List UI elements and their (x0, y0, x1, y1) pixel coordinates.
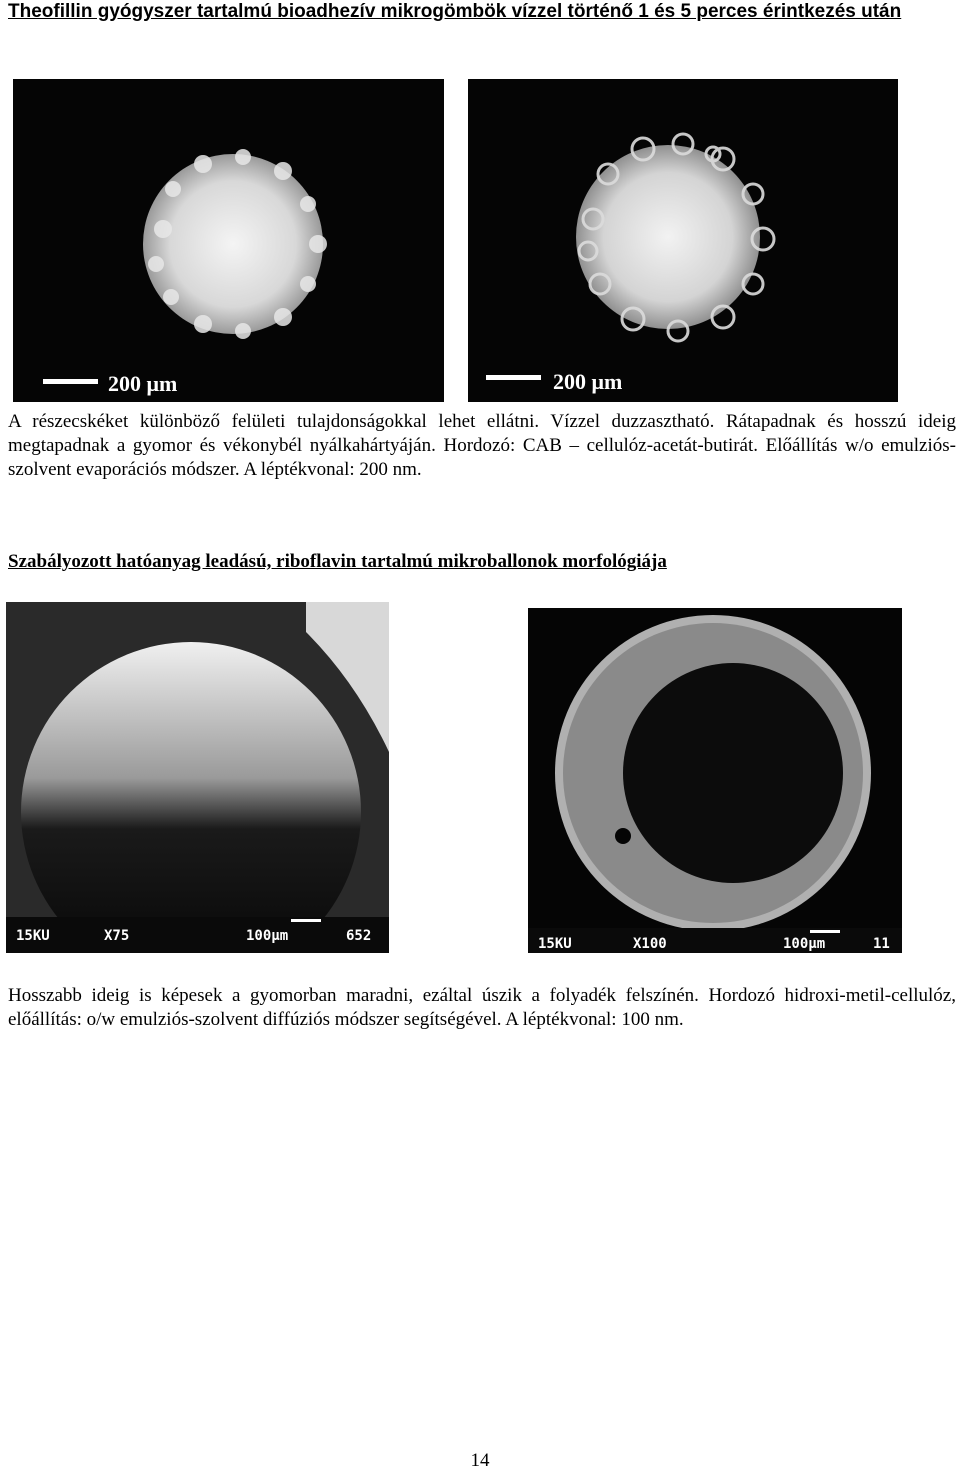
micrograph-image (528, 608, 902, 953)
sem-label-magnification: X75 (104, 928, 130, 944)
scale-bar-label: 200 μm (553, 369, 623, 394)
scale-bar (43, 379, 98, 384)
scale-bar (486, 375, 541, 380)
micrograph-microballoon-cross-section (528, 608, 902, 953)
caption-riboflavin: Hosszabb ideig is képesek a gyomorban maradni, ezáltal úszik a folyadék felszínén. Hordozó hidroxi-metil-cellulóz, előállítás: o/w emulziós-szolvent diffúziós módszer segítségével. A léptékvonal: 100 nm. (8, 985, 956, 1030)
microsphere-shape (576, 145, 760, 329)
sem-label-voltage: 15KU (16, 928, 50, 944)
sem-label-id: 11 (873, 936, 890, 952)
sem-label-scale: 100μm (783, 936, 826, 952)
scale-bar (291, 919, 321, 922)
micrograph-microsphere-1min (13, 79, 444, 402)
scale-bar (810, 930, 840, 933)
section-title-riboflavin: Szabályozott hatóanyag leadású, riboflavin tartalmú mikroballonok morfológiája (8, 551, 667, 572)
caption-theophylline: A részecskéket különböző felületi tulajdonságokkal lehet ellátni. Vízzel duzzasztható. Rátapadnak és hosszú ideig megtapadnak a gyomor és vékonybél nyálkahártyáján. Hordozó: CAB – cellulóz-acetát-butirát. Előállítás w/o emulziós-szolvent evaporációs módszer. A léptékvonal: 200 nm. (8, 411, 956, 480)
scale-bar-label: 200 μm (108, 371, 178, 396)
sem-label-id: 652 (346, 928, 372, 944)
sem-label-magnification: X100 (633, 936, 667, 952)
micrograph-image (13, 79, 444, 402)
sem-label-scale: 100μm (246, 928, 289, 944)
microballoon-cavity (623, 663, 843, 883)
micrograph-image (6, 602, 389, 953)
page-number: 14 (470, 1450, 490, 1471)
section-title-theophylline: Theofillin gyógyszer tartalmú bioadhezív mikrogömbök vízzel történő 1 és 5 perces érintkezés után (8, 1, 902, 22)
microsphere-shape (143, 154, 323, 334)
micrograph-microballoon-surface (6, 602, 389, 953)
micrograph-image (468, 79, 898, 402)
sem-label-voltage: 15KU (538, 936, 572, 952)
micrograph-microsphere-5min (468, 79, 898, 402)
